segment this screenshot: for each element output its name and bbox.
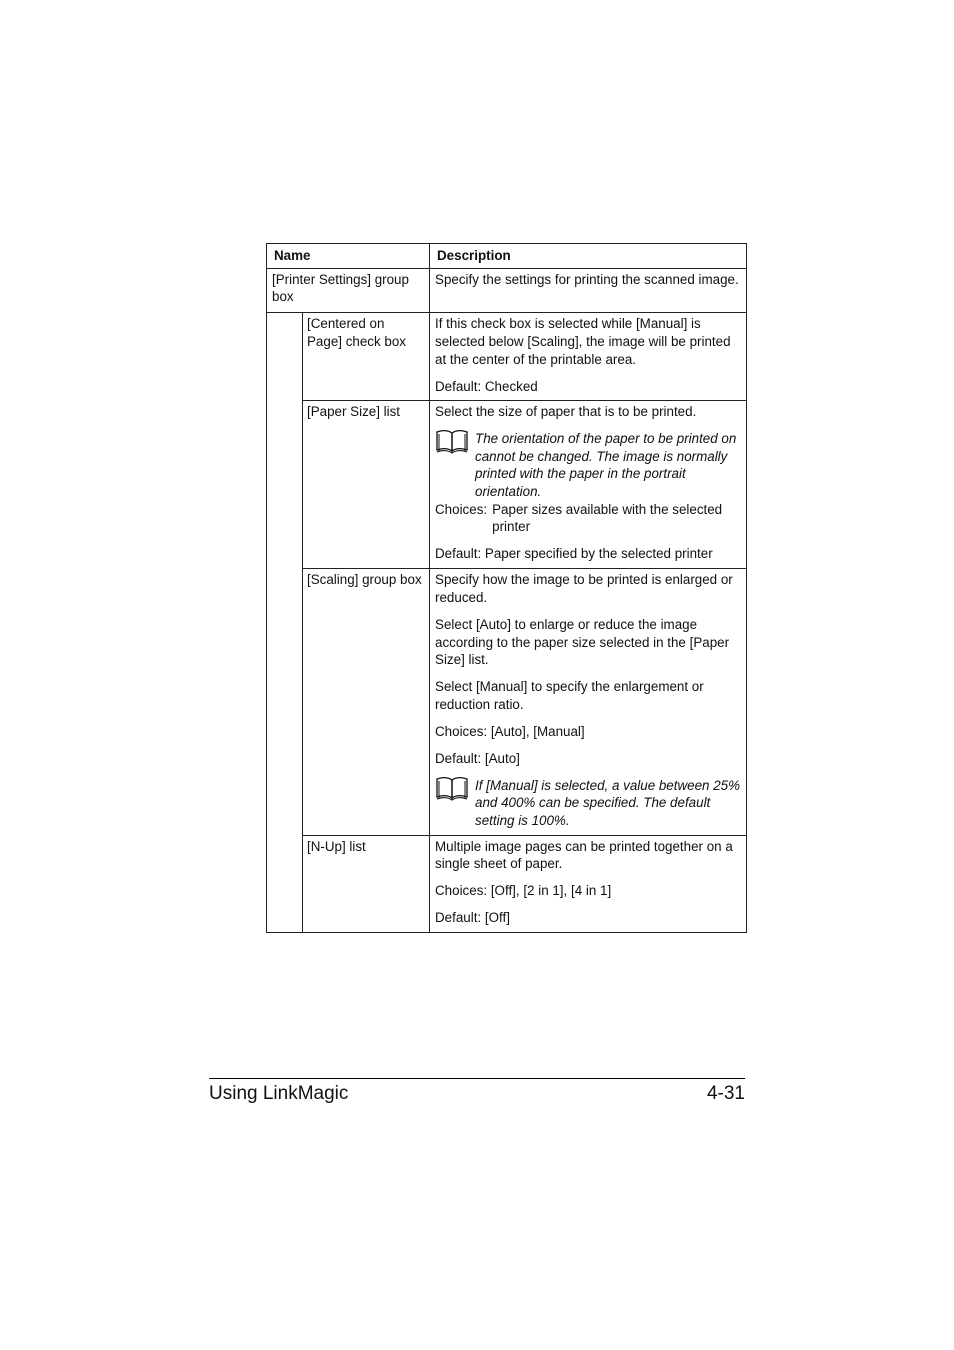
choices-value: Paper sizes available with the selected printer	[492, 501, 723, 535]
table-row	[267, 268, 747, 312]
desc-text: Select the size of paper that is to be printed.	[435, 404, 697, 420]
choices-text: Choices: [Auto], [Manual]	[435, 723, 585, 739]
default-text: Default: [Off]	[435, 910, 510, 926]
desc-text: If this check box is selected while [Manual] is selected below [Scaling], the image will be printed at the center of the printable area.	[435, 316, 731, 367]
default-text: Default: Paper specified by the selected printer	[435, 546, 713, 562]
choices-label: Choices:	[435, 501, 488, 517]
choices-text: Choices: [Off], [2 in 1], [4 in 1]	[435, 883, 612, 899]
settings-table	[266, 243, 747, 933]
row-name-scaling: [Scaling] group box	[303, 569, 430, 836]
footer-rule	[209, 1078, 745, 1079]
row-desc-scaling	[430, 569, 747, 836]
note-block	[435, 777, 742, 830]
desc-text: Select [Manual] to specify the enlargement or reduction ratio.	[435, 679, 704, 712]
row-name-paper-size: [Paper Size] list	[303, 401, 430, 569]
desc-text: Specify the settings for printing the scanned image.	[435, 271, 739, 287]
desc-text: Select [Auto] to enlarge or reduce the image according to the paper size selected in the [Paper Size] list.	[435, 616, 730, 668]
row-desc-paper-size	[430, 401, 747, 569]
table-row	[267, 569, 747, 836]
book-icon	[435, 775, 469, 801]
note-text: The orientation of the paper to be printed on cannot be changed. The image is normally printed with the paper in the portrait orientation.	[475, 430, 737, 500]
table-header-row	[267, 244, 747, 269]
default-text: Default: [Auto]	[435, 750, 520, 766]
table-row	[267, 835, 747, 932]
note-text: If [Manual] is selected, a value between 25% and 400% can be specified. The default setting is 100%.	[475, 777, 741, 829]
row-name-printer-settings: [Printer Settings] group box	[267, 268, 430, 312]
table-row	[267, 401, 747, 569]
header-description: Description	[430, 244, 747, 269]
page-number: 4-31	[706, 1083, 745, 1104]
default-text: Default: Checked	[435, 378, 538, 394]
row-desc-printer-settings	[430, 268, 747, 312]
note-block	[435, 430, 742, 501]
desc-text: Multiple image pages can be printed together on a single sheet of paper.	[435, 838, 733, 872]
row-desc-nup	[430, 835, 747, 932]
book-icon	[435, 428, 469, 454]
choices-text	[435, 501, 742, 536]
desc-text: Specify how the image to be printed is enlarged or reduced.	[435, 572, 733, 605]
table-row	[267, 313, 747, 401]
row-desc-centered	[430, 313, 747, 401]
header-name: Name	[267, 244, 430, 269]
row-name-nup: [N-Up] list	[303, 835, 430, 932]
footer-title: Using LinkMagic	[209, 1083, 349, 1104]
row-name-centered: [Centered on Page] check box	[303, 313, 430, 401]
indent-cell	[267, 313, 303, 933]
